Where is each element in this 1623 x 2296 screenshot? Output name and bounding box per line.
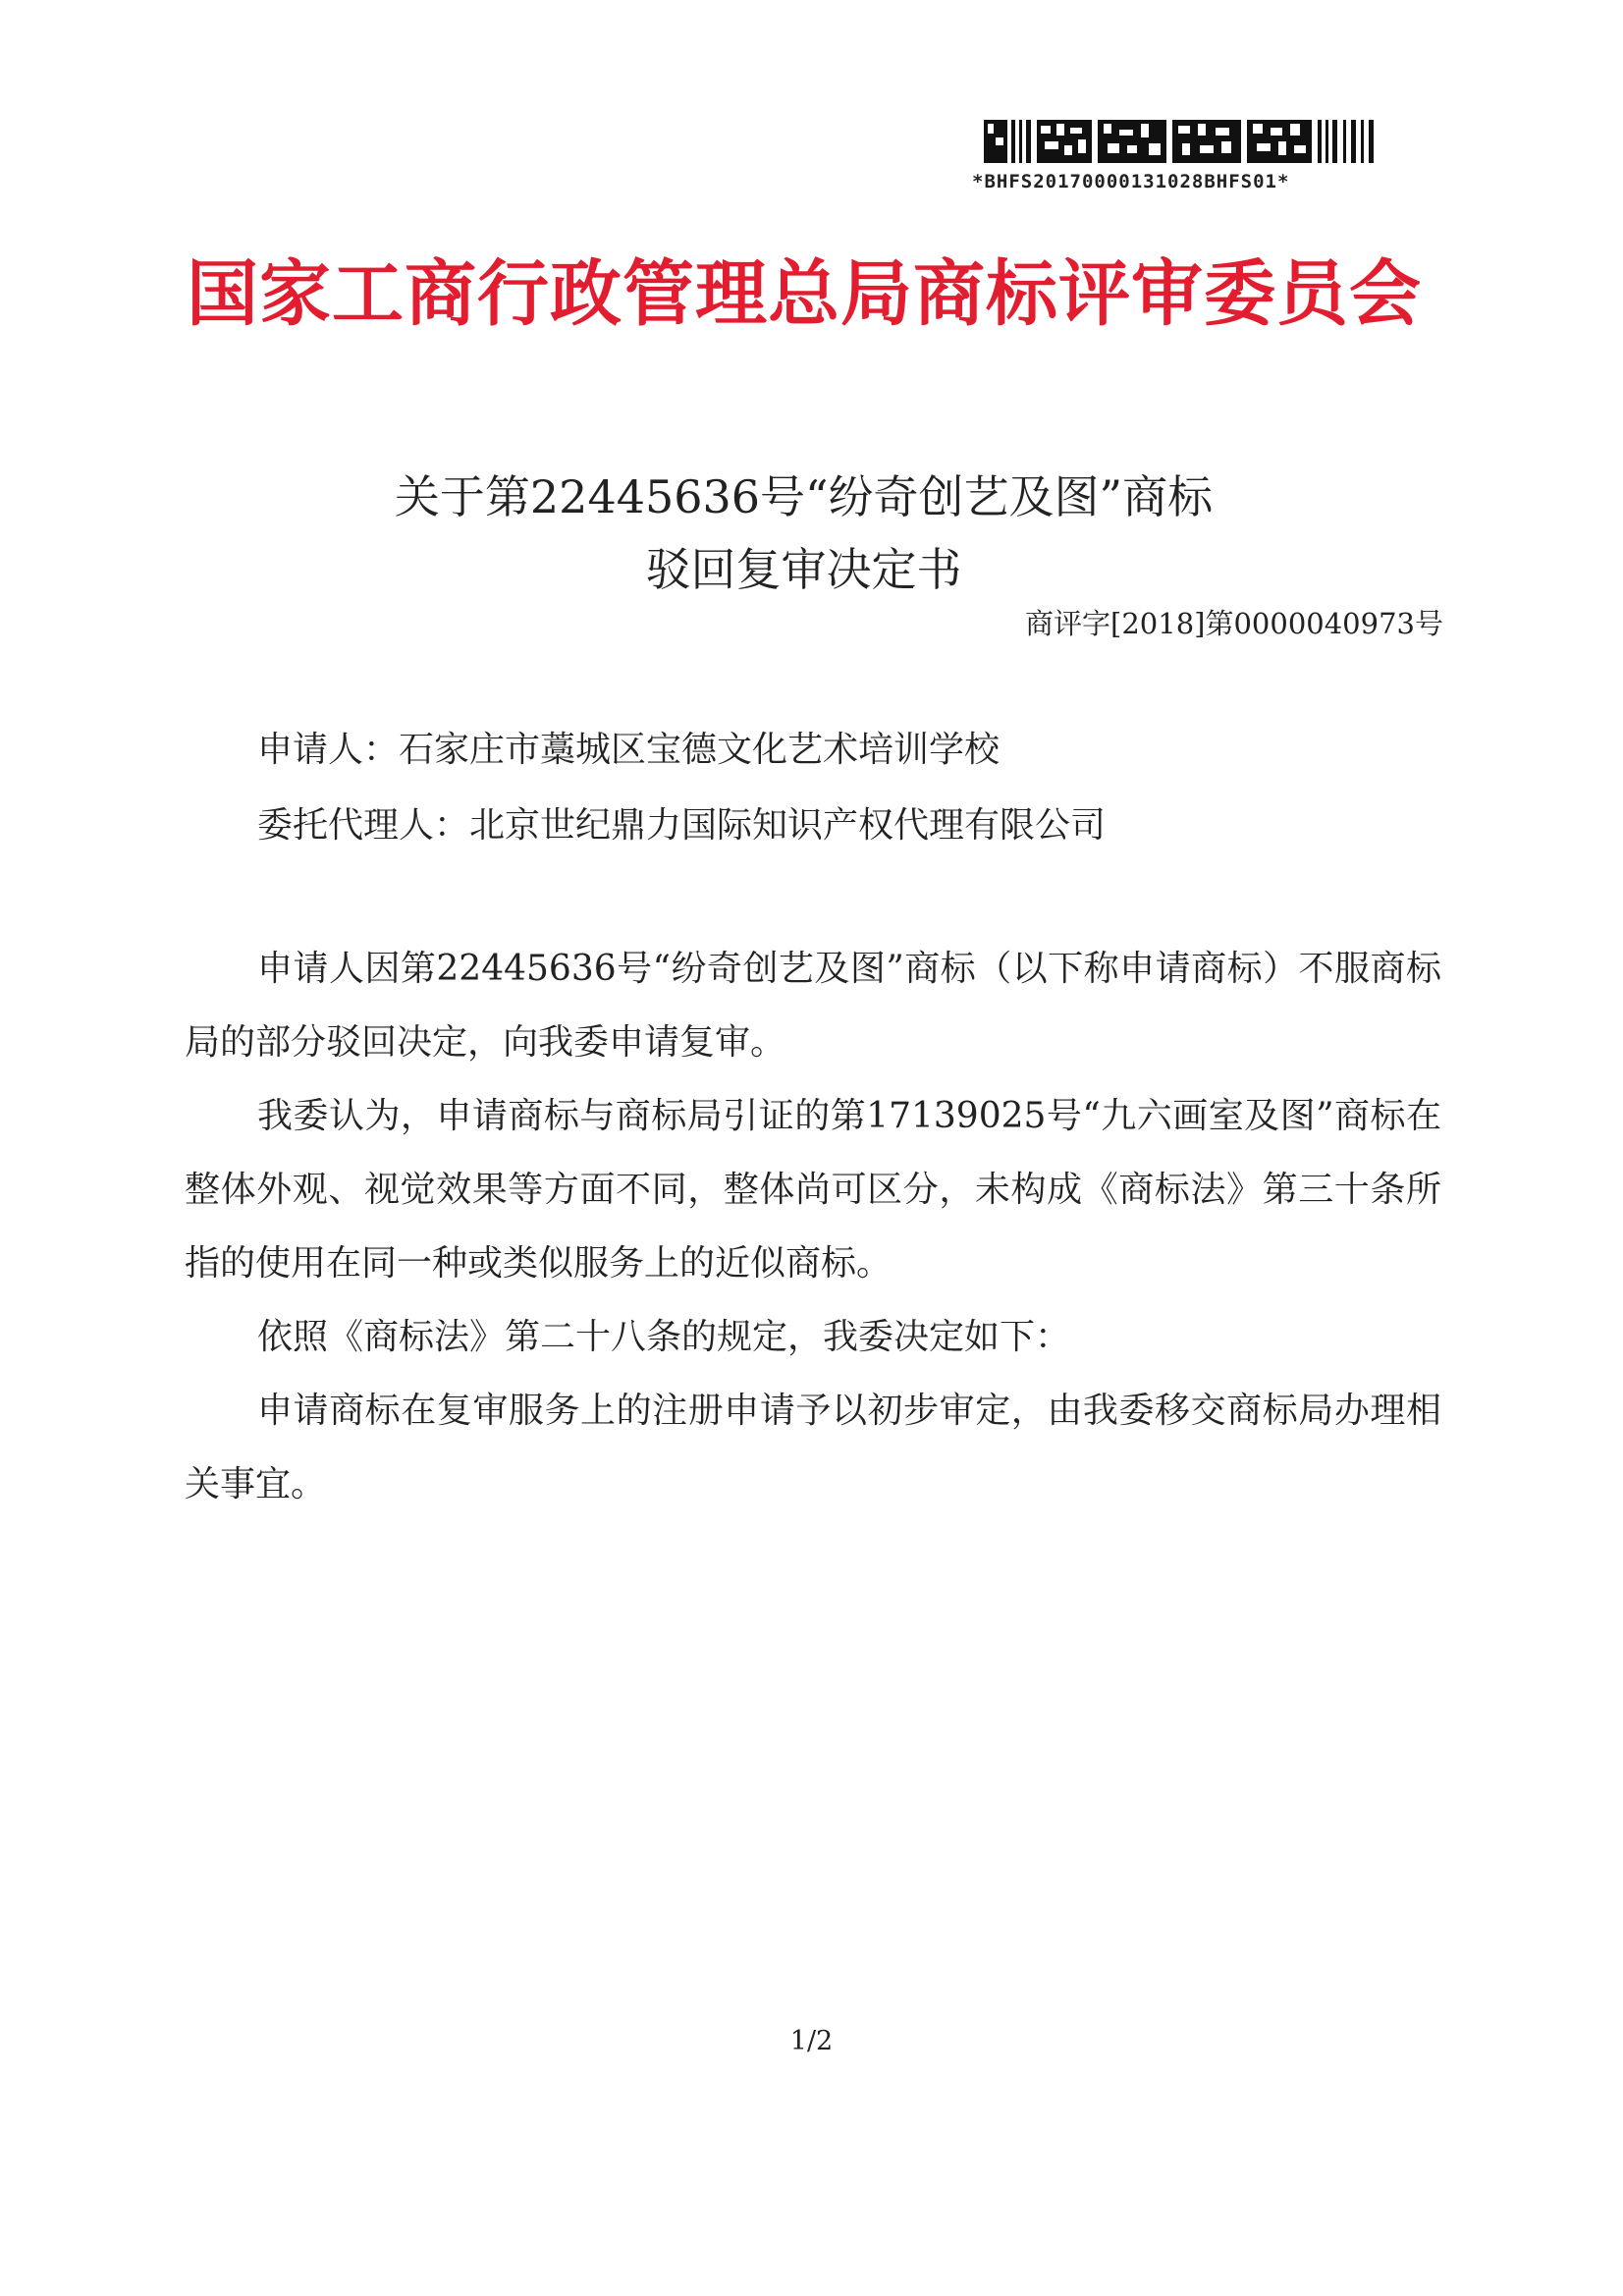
applicant-line: 申请人：石家庄市藁城区宝德文化艺术培训学校 bbox=[257, 730, 1001, 770]
body-paragraph: 申请商标在复审服务上的注册申请予以初步审定，由我委移交商标局办理相关事宜。 bbox=[185, 1391, 1441, 1504]
body-paragraph: 我委认为，申请商标与商标局引证的第17139025号“九六画室及图”商标在整体外观、视觉效果等方面不同，整体尚可区分，未构成《商标法》第三十条所指的使用在同一种或类似服务上的近似商标。 bbox=[185, 1096, 1441, 1284]
barcode-block bbox=[972, 116, 1394, 192]
body-paragraph: 申请人因第22445636号“纷奇创艺及图”商标（以下称申请商标）不服商标局的部分驳回决定，向我委申请复审。 bbox=[185, 949, 1441, 1063]
body-paragraph: 依照《商标法》第二十八条的规定，我委决定如下： bbox=[257, 1317, 1071, 1357]
barcode-graphic bbox=[982, 116, 1384, 167]
decision-body bbox=[185, 932, 1441, 1521]
barcode-number: *BHFS20170000131028BHFS01* bbox=[972, 171, 1290, 192]
page-number: 1/2 bbox=[789, 2026, 834, 2056]
document-number: 商评字[2018]第0000040973号 bbox=[1025, 607, 1443, 640]
agent-line: 委托代理人：北京世纪鼎力国际知识产权代理有限公司 bbox=[257, 805, 1107, 846]
document-title-line1: 关于第22445636号“纷奇创艺及图”商标 bbox=[394, 470, 1214, 523]
barcode-image bbox=[982, 116, 1384, 167]
document-title-line2: 驳回复审决定书 bbox=[645, 543, 962, 596]
organization-header: 国家工商行政管理总局商标评审委员会 bbox=[187, 252, 1422, 336]
